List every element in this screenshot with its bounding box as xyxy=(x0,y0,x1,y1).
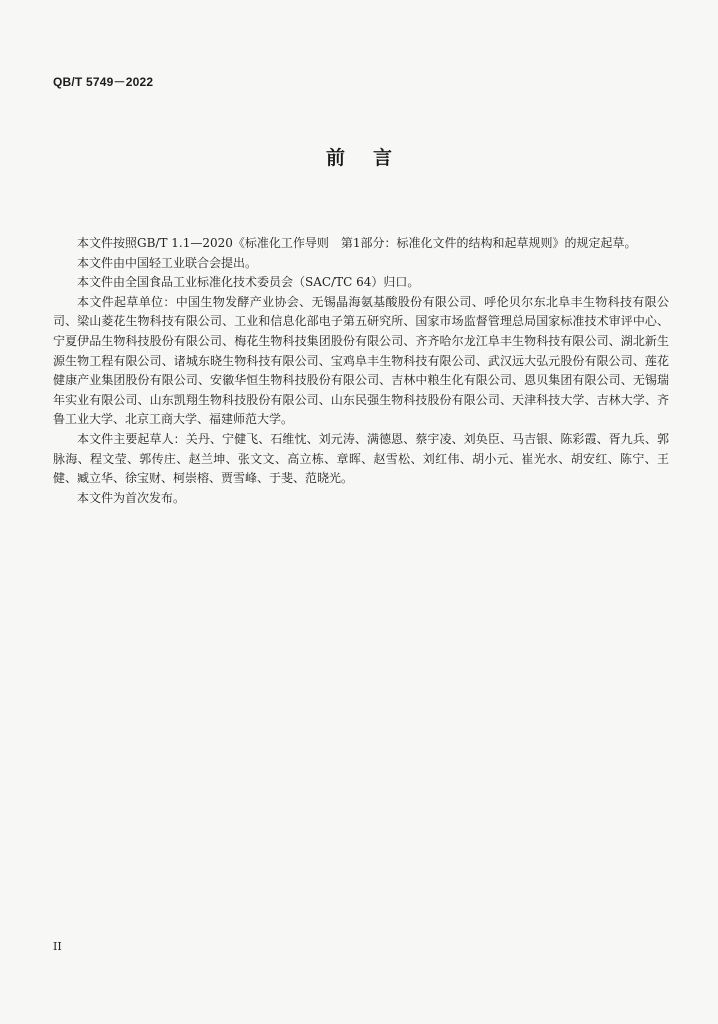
document-body xyxy=(53,234,669,508)
paragraph-drafting-units: 本文件起草单位：中国生物发酵产业协会、无锡晶海氨基酸股份有限公司、呼伦贝尔东北阜丰生物科技有限公司、梁山菱花生物科技有限公司、工业和信息化部电子第五研究所、国家市场监督管理总局国家标准技术审评中心、宁夏伊品生物科技股份有限公司、梅花生物科技集团股份有限公司、齐齐哈尔龙江阜丰生物科技有限公司、湖北新生源生物工程有限公司、诸城东晓生物科技有限公司、宝鸡阜丰生物科技有限公司、武汉远大弘元股份有限公司、莲花健康产业集团股份有限公司、安徽华恒生物科技股份有限公司、吉林中粮生化有限公司、恩贝集团有限公司、无锡瑞年实业有限公司、山东凯翔生物科技股份有限公司、山东民强生物科技股份有限公司、天津科技大学、吉林大学、齐鲁工业大学、北京工商大学、福建师范大学。 xyxy=(53,294,669,427)
paragraph-drafting-rules: 本文件按照GB/T 1.1—2020《标准化工作导则 第1部分：标准化文件的结构和起草规则》的规定起草。 xyxy=(77,236,637,250)
paragraph-technical-committee: 本文件由全国食品工业标准化技术委员会（SAC/TC 64）归口。 xyxy=(77,275,420,290)
page-title: 前言 xyxy=(325,147,420,169)
paragraph-drafters: 本文件主要起草人：关丹、宁健飞、石维忱、刘元涛、满德恩、蔡宇凌、刘奂臣、马吉银、陈彩霞、胥九兵、郭脉海、程文莹、郭传庄、赵兰坤、张文文、高立栋、章晖、赵雪松、刘红伟、胡小元、崔光水、胡安红、陈宁、王健、臧立华、徐宝财、柯崇榕、贾雪峰、于斐、范晓光。 xyxy=(53,431,669,486)
paragraph-first-release: 本文件为首次发布。 xyxy=(77,490,186,505)
standard-code: QB/T 5749－2022 xyxy=(53,75,154,89)
page-number: II xyxy=(53,940,62,953)
paragraph-proposer: 本文件由中国轻工业联合会提出。 xyxy=(77,255,258,270)
